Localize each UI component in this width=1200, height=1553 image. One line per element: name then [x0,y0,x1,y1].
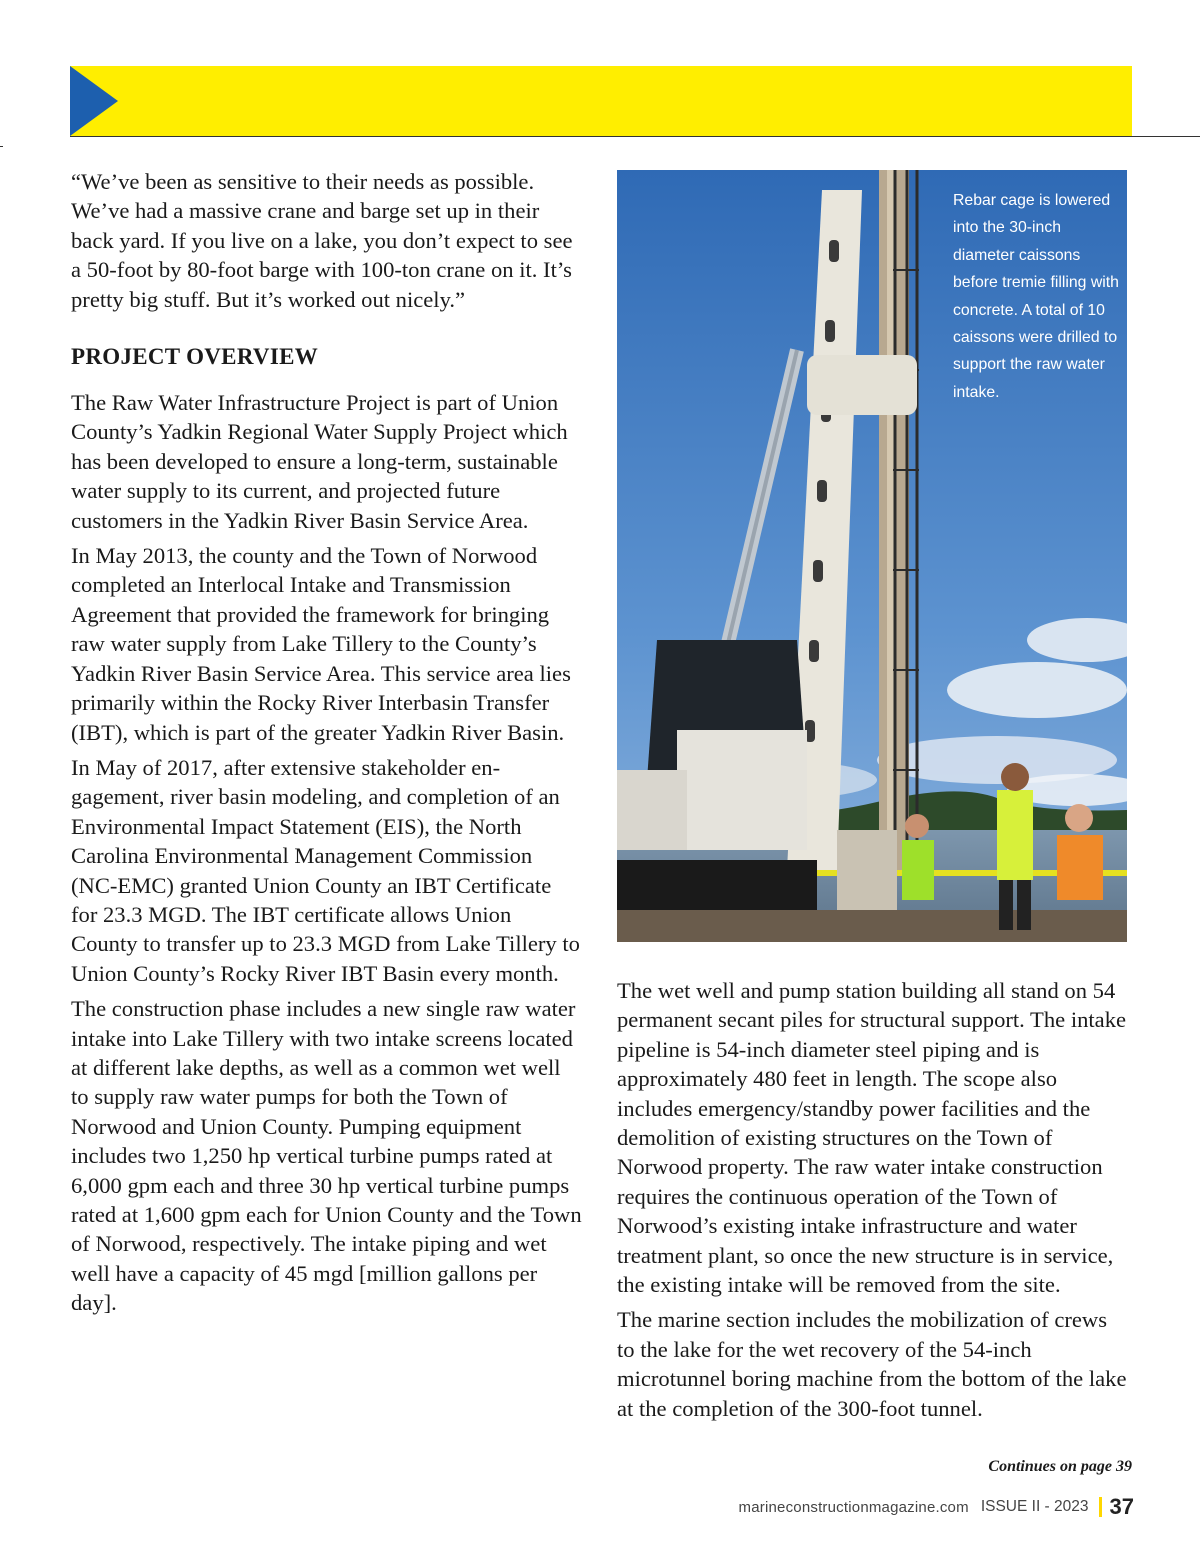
footer-website: marineconstructionmagazine.com [738,1498,969,1516]
photo-caption: Rebar cage is lowered into the 30-inch diameter caissons before tremie filling with concrete. A total of 10 caissons were drilled to support the raw water intake. [953,192,1119,401]
opening-quote: “We’ve been as sensitive to their needs as possible. We’ve had a massive crane and barge set up in their back yard. If you live on a lake, you don’t expect to see a 50-foot by 80-foot barge with 100-ton crane on it. It’s pretty big stuff. But it’s worked out nicely.” [71,169,573,312]
page-footer [739,1494,1134,1520]
left-column [71,167,583,1324]
footer-issue: ISSUE II - 2023 [980,1498,1089,1515]
footer-separator [1099,1497,1102,1517]
edge-tick [0,146,3,147]
paragraph: The marine section includes the mobilization of crews to the lake for the wet recovery of the 54-inch microtunnel boring machine from the bottom of the lake at the completion of the 300-foot tunnel. [617,1307,1127,1421]
paragraph: The wet well and pump station building all stand on 54 permanent secant piles for structural support. The intake pipeline is 54-inch diameter steel piping and is approximately 480 feet in length. The scope also includes emergency/standby power facilities and the demolition of existing structures on the Town of Norwood property. The raw water intake construction requires the continuous operation of the Town of Norwood’s existing intake infrastructure and water treatment plant, so once the new structure is in service, the existing intake will be removed from the site. [617,978,1127,1298]
paragraph: In May 2013, the county and the Town of Norwood completed an Interlocal Intake and Transmission Agreement that provided the framework for bringing raw water supply from Lake Tillery to the County’s Yadkin River Basin Service Area. This service area lies primarily within the Rocky River Interbasin Transfer (IBT), which is part of the greater Yadkin River Basin. [71,543,571,745]
banner-triangle-icon [70,66,118,136]
section-heading: PROJECT OVERVIEW [71,344,319,370]
paragraph: The Raw Water Infrastructure Project is part of Union County’s Yadkin Regional Water Supply Project which has been developed to ensure a long-term, sustainable water supply to its current, and projected future customers in the Yadkin River Basin Service Area. [71,390,568,533]
continues-note: Continues on page 39 [988,1458,1132,1475]
paragraph: In May of 2017, after extensive stakeholder engagement, river basin modeling, and completion of an Environmental Impact Statement (EIS), the North Carolina Environmental Management Commission (NC-EMC) granted Union County an IBT Certificate for 23.3 MGD. The IBT certificate allows Union County to transfer up to 23.3 MGD from Lake Tillery to Union County’s Rocky River IBT Basin every month. [71,754,580,986]
page-number: 37 [1109,1494,1134,1519]
header-banner [70,66,1132,136]
header-rule [70,136,1200,137]
paragraph: The construction phase includes a new single raw water intake into Lake Tillery with two intake screens located at different lake depths, as well as a common wet well to supply raw water pumps for both the Town of Norwood and Union County. Pumping equipment includes two 1,250 hp vertical turbine pumps rated at 6,000 gpm each and three 30 hp vertical turbine pumps rated at 1,600 gpm each for Union County and the Town of Norwood, respectively. The intake piping and wet well have a capacity of 45 mgd [million gallons per day]. [71,996,582,1316]
right-column [617,976,1129,1429]
